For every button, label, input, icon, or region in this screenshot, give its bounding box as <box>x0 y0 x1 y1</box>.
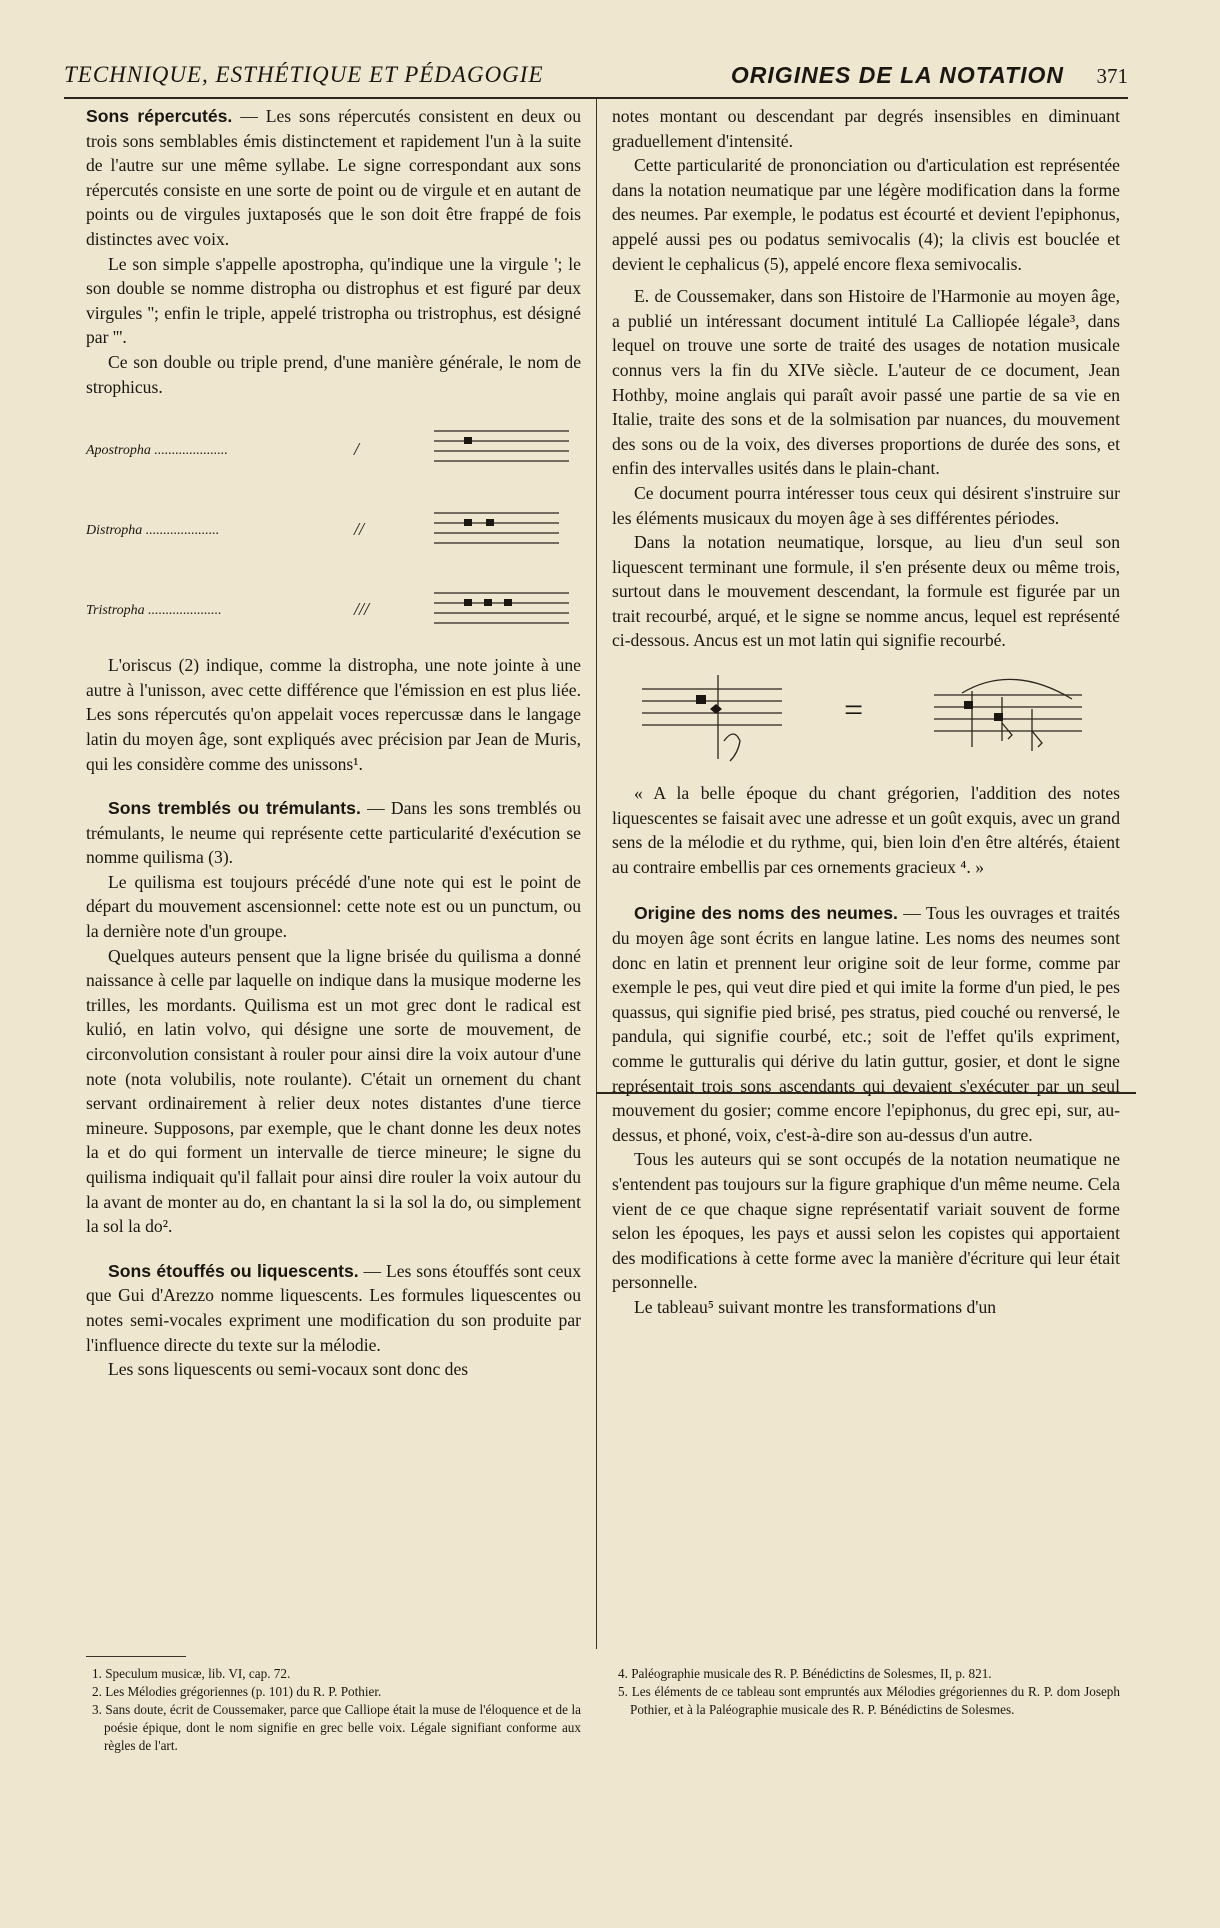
paragraph: Ce son double ou triple prend, d'une manière générale, le nom de strophicus. <box>86 351 581 397</box>
strophicus-figure <box>86 419 581 639</box>
staff-diagram <box>424 507 574 551</box>
paragraph: notes montant ou descendant par degrés insensibles en diminuant graduellement d'intensité. <box>612 106 1120 151</box>
paragraph-sons-trembles: Sons tremblés ou trémulants. — Dans les sons tremblés ou trémulants, le neume qui représente cette particularité d'exécution se nomme quilisma (3). <box>86 798 581 868</box>
header-left-title: TECHNIQUE, ESTHÉTIQUE ET PÉDAGOGIE <box>64 62 544 87</box>
left-column <box>86 104 581 1382</box>
figure-row-distropha <box>86 507 581 551</box>
footnote: 2. Les Mélodies grégoriennes (p. 101) du R. P. Pothier. <box>92 1684 382 1699</box>
footnote: 4. Paléographie musicale des R. P. Bénédictins de Solesmes, II, p. 821. <box>618 1666 992 1681</box>
footnote: 3. Sans doute, écrit de Coussemaker, parce que Calliope était la muse de l'éloquence et de la poésie épique, dont le nom signifie en grec belle voix. Légale signifiant conforme aux règles de l'art. <box>92 1702 581 1753</box>
running-header <box>64 62 1128 94</box>
section-heading: Sons répercutés. <box>86 106 233 126</box>
paragraph: Ce document pourra intéresser tous ceux qui désirent s'instruire sur les éléments musicaux du moyen âge à ses différentes périodes. <box>612 482 1120 528</box>
figure-row-apostropha <box>86 427 581 471</box>
figure-sign: /// <box>354 599 370 620</box>
staff-diagram <box>424 427 574 471</box>
equals-sign: = <box>844 692 864 730</box>
staff-diagram <box>424 587 574 631</box>
paragraph: Quelques auteurs pensent que la ligne brisée du quilisma a donné naissance à celle par laquelle on indique dans la musique moderne les trilles, les mordants. Quilisma est un mot grec dont le radical est kulió, en latin volvo, qui désigne une sorte de mouvement, de circonvolution consistant à rouler pour ainsi dire la voix autour d'une note (nota volubilis, note roulante). C'était un ornement du chant servant ordinairement à relier deux notes distantes d'une tierce mineure. Supposons, par exemple, que le chant donne les deux notes la et do qui forment un intervalle de tierce mineure; le signe du quilisma indiquait qu'il fallait pour ainsi dire rouler la voix autour du la avant de monter au do, en chantant la si la sol la do, ou simplement la sol la do². <box>86 945 581 1237</box>
footnote: 5. Les éléments de ce tableau sont empruntés aux Mélodies grégoriennes du R. P. dom Joseph Pothier, et à la Paléographie musicale des R. P. Bénédictins de Solesmes. <box>618 1684 1120 1717</box>
footnotes-right <box>612 1665 1120 1719</box>
figure-row-tristropha <box>86 587 581 631</box>
column-divider <box>596 99 597 1649</box>
paragraph: Dans la notation neumatique, lorsque, au lieu d'un seul son liquescent terminant une formule, il s'en présente deux ou même trois, surtout dans le mouvement descendant, la formule est figurée par un trait recourbé, arqué, et le signe se nomme ancus, lequel est représenté ci-dessous. Ancus est un mot latin qui signifie recourbé. <box>612 532 1120 651</box>
page-number: 371 <box>1096 64 1128 88</box>
figure-label: Apostropha ..................... <box>86 443 228 459</box>
figure-label: Distropha ..................... <box>86 523 220 539</box>
figure-sign: // <box>354 519 365 540</box>
paragraph: Les sons liquescents ou semi-vocaux sont donc des <box>108 1359 469 1380</box>
quote-paragraph: « A la belle époque du chant grégorien, l'addition des notes liquescentes se faisait avec une adresse et un goût exquis, avec un grand sens de la mélodie et du rythme, qui, bien loin d'en être altérés, étaient au contraire embellis par ces ornements gracieux ⁴. » <box>612 783 1120 877</box>
figure-sign: / <box>354 439 360 460</box>
paragraph: Le tableau⁵ suivant montre les transformations d'un <box>634 1296 997 1317</box>
paragraph: Cette particularité de prononciation ou d'articulation est représentée dans la notation neumatique par une légère modification dans la forme des neumes. Par exemple, le podatus est écourté et devient l'epiphonus, appelé aussi pes ou podatus semivocalis (4); la clivis est bouclée et devient le cephalicus (5), appelé encore flexa semivocalis. <box>612 155 1120 274</box>
paragraph: L'oriscus (2) indique, comme la distropha, une note jointe à une autre à l'unisson, avec cette différence que l'émission en est plus liée. Les sons répercutés qu'on appelait voces repercussæ dans le langage latin du moyen âge, sont expliqués avec précision par Jean de Muris, qui les considère comme des unissons¹. <box>86 655 581 774</box>
footnote-rule <box>86 1656 186 1657</box>
section-heading: Sons tremblés ou trémulants. <box>108 798 361 819</box>
paragraph: Le son simple s'appelle apostropha, qu'indique une la virgule '; le son double se nomme distropha ou distrophus et est figuré par deux virgules ''; enfin le triple, appelé tristropha ou tristrophus, est désigné par '''. <box>86 253 581 348</box>
header-right-title: ORIGINES DE LA NOTATION <box>730 62 1064 88</box>
section-rule <box>596 1092 1136 1094</box>
paragraph: E. de Coussemaker, dans son Histoire de l'Harmonie au moyen âge, a publié un intéressant document intitulé La Calliopée légale³, dans lequel on trouve une sorte de traité des usages de notation musicale connus vers la fin du XIVe siècle. L'auteur de ce document, Jean Hothby, moine anglais qui paraît avoir passé une partie de sa vie en Italie, traite des sons et de la solmisation par nuances, du mouvement des sons ou de la voix, des diverses proportions de durée des sons, et enfin des intervalles usités dans le plain-chant. <box>612 286 1120 479</box>
paragraph-sons-repercutes: Sons répercutés. — Les sons répercutés consistent en deux ou trois sons semblables émis distinctement et rapidement l'un à la suite de l'autre sur une même syllabe. Le signe correspondant aux sons répercutés consiste en une sorte de point ou de virgule et en autant de points ou de virgules juxtaposés que le son doit être frappé de fois distinctes avec voix. <box>86 106 581 249</box>
paragraph: Le quilisma est toujours précédé d'une note qui est le point de départ du mouvement ascensionnel: cette note est ou un punctum, ou la dernière note d'un groupe. <box>86 871 581 942</box>
paragraph-origine-noms: Origine des noms des neumes. — Tous les ouvrages et traités du moyen âge sont écrits en langue latine. Les noms des neumes sont donc en latin et prennent leur origine soit de leur forme, comme par exemple le pes, qui veut dire pied et qui imite la forme d'un pied, le pes quassus, qui signifie pied brisé, pes stratus, pied couché ou renversé, le pandula, qui signifie courbé, etc.; soit de l'effet qu'ils expriment, comme le gutturalis qui dérive du latin guttur, gosier, et dont le signe représentait trois sons ascendants qui devaient s'exécuter par un seul mouvement du gosier; comme encore l'epiphonus, du grec epi, sur, au-dessus, et phoné, voix, c'est-à-dire son au-dessus d'un autre. <box>612 903 1120 1145</box>
ancus-diagram <box>612 671 1120 765</box>
ancus-figure <box>612 671 1120 765</box>
section-heading: Sons étouffés ou liquescents. <box>108 1260 359 1281</box>
figure-label: Tristropha ..................... <box>86 603 222 619</box>
paragraph-sons-etouffes: Sons étouffés ou liquescents. — Les sons étouffés sont ceux que Gui d'Arezzo nomme liquescents. Les formules liquescentes ou notes semi-vocales expriment une modification du son produite par l'influence directe du texte sur la mélodie. <box>86 1260 581 1355</box>
paragraph: Tous les auteurs qui se sont occupés de la notation neumatique ne s'entendent pas toujours sur la figure graphique d'un même neume. Cela vient de ce que chaque signe représentatif variait souvent de forme selon les époques, les pays et aussi selon les copistes qui apportaient des modifications à cette forme avec la manière d'écriture qui leur était personnelle. <box>612 1149 1120 1293</box>
section-heading: Origine des noms des neumes. <box>634 903 898 924</box>
footnotes-left <box>86 1665 581 1755</box>
right-column <box>612 104 1120 1320</box>
footnote: 1. Speculum musicæ, lib. VI, cap. 72. <box>92 1666 291 1681</box>
